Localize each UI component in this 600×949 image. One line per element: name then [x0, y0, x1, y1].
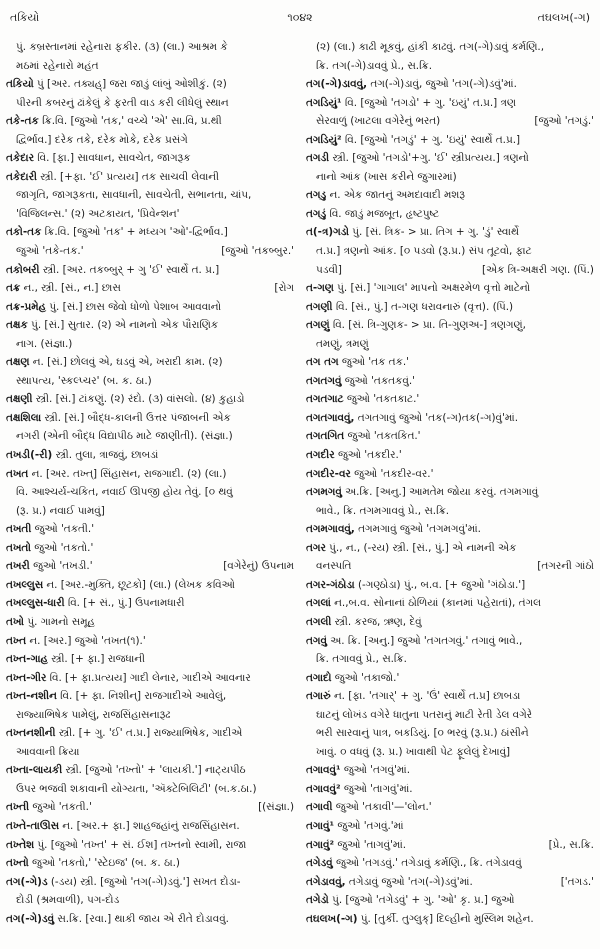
- continuation-line: [306, 261, 594, 280]
- headword: તગાવી: [306, 801, 333, 814]
- headword: તકિયો: [6, 78, 34, 91]
- definition-text: દોડી (શ્રમવાળી), પગ-દોડ: [16, 894, 120, 907]
- carryover-fragment: [એક ત્રિ-અક્ષરી ગણ. (પિં.): [481, 263, 594, 276]
- headword: તગલાં: [306, 597, 331, 610]
- definition-text: પીરની કબરનું ઢાંકેલું કે ફરતી વાડ કરી લીધેલું સ્થાન: [16, 96, 229, 109]
- headword: તગેડવું: [306, 857, 333, 870]
- headword: તક્ષશિલા: [6, 411, 42, 424]
- headword: તગડિયું¹: [306, 96, 342, 109]
- definition-text: (રૂ. પ્ર.) નવાઈ પામવું]: [16, 504, 105, 517]
- left-column: [6, 38, 294, 928]
- headword: તક્ષણ: [6, 356, 30, 369]
- dictionary-entry-line: [6, 576, 294, 595]
- definition-text: ખાવું. ૦ વધવું (રૂ. પ્ર.) ખાવાથી પેટ ફૂલેલું દેખાવું]: [316, 745, 511, 758]
- headword: તખ્તે-તાઊસ: [6, 819, 59, 832]
- definition-text: તગતગાવું જુઓ 'તક(-ગ)તક(-ગ)વું'માં.: [354, 411, 519, 424]
- definition-text: પું. [તુર્કી. તુગ્લુક્] દિલ્હીનો મુસ્લિમ શહેન.: [357, 912, 534, 925]
- dictionary-entry-line: [306, 353, 594, 372]
- dictionary-entry-line: [306, 427, 594, 446]
- definition-text: પું [અર. તક્યહ્] જરા જાડું લાંબું ઓશીકું. (૨): [33, 78, 227, 91]
- dictionary-entry-line: [306, 279, 594, 298]
- headword: તગાવું²: [306, 838, 335, 851]
- dictionary-entry-line: [306, 409, 594, 428]
- definition-text: જુઓ 'તકતકિત.': [344, 430, 421, 443]
- definition-text: વનસ્પતિ: [316, 560, 352, 573]
- definition-text: પું. ગામનો સમૂહ: [24, 615, 95, 628]
- continuation-line: [6, 427, 294, 446]
- definition-text: અ. ક્રિ. [અનુ.] જુઓ 'તગતગવું.' તગાવું ભાવે.,: [326, 634, 523, 647]
- headword: તગદીર-વર: [306, 467, 351, 480]
- headword: તગવું: [306, 634, 327, 647]
- definition-text: ક્રિ.વિ. [જુઓ 'તક' + મધ્યગ 'ઓ'-દ્વિર્ભાવ.]: [41, 226, 228, 239]
- definition-text: ક્રિ. તગ(-ગે)ડાવવું પ્રે., સ.ક્રિ.: [316, 59, 433, 72]
- continuation-line: [6, 186, 294, 205]
- continuation-line: [306, 557, 594, 576]
- definition-text: (-ગણ્ઠોડા) પું., બ.વ. [+ જુઓ 'ગંઠોડા.']: [354, 578, 526, 591]
- continuation-line: [6, 94, 294, 113]
- dictionary-entry-line: [6, 446, 294, 465]
- definition-text: જુઓ 'તગવું.'માં: [334, 819, 404, 832]
- headword: તખ્તેશ: [6, 838, 35, 851]
- dictionary-entry-line: [6, 279, 294, 298]
- dictionary-entry-line: [306, 316, 594, 335]
- definition-text: સ્ત્રી. [જુઓ 'તખ્તો' + 'લાયકી.'] નાટ્યપીઠ: [62, 764, 246, 777]
- definition-text: અ.ક્રિ. [અનુ.] આમતેમ જોયા કરવું. તગમગાવું: [341, 486, 539, 499]
- headword: ત-ગણ: [306, 282, 334, 295]
- dictionary-entry-line: [306, 687, 594, 706]
- definition-text: સેરવાળું (ખાટલા વગેરેનું ભરત): [316, 115, 441, 128]
- headword: તખ્ત-નશીન: [6, 690, 57, 703]
- definition-text: ન., સ્ત્રી. [સં., ન.] છાસ: [20, 282, 121, 295]
- headword: તગતગવું: [306, 374, 342, 387]
- definition-text: વિ. [+ સં., પું.] ઉપનામધારી: [64, 597, 185, 610]
- right-column: [306, 38, 594, 928]
- carryover-fragment: [જુઓ 'તકબ્બુર.': [221, 245, 294, 258]
- definition-text: જુઓ 'તખડી.': [29, 560, 93, 573]
- continuation-line: [6, 743, 294, 762]
- dictionary-entry-line: [6, 168, 294, 187]
- continuation-line: [306, 724, 594, 743]
- dictionary-entry-line: [306, 854, 594, 873]
- headword: તગમગાવવું,: [306, 523, 355, 536]
- continuation-line: [306, 502, 594, 521]
- continuation-line: [6, 483, 294, 502]
- headword: તઘલખ(-ગ): [306, 912, 358, 925]
- headword: તગ(-ગે)ડવું: [6, 912, 55, 925]
- dictionary-entry-line: [6, 112, 294, 131]
- definition-text: જુઓ 'તકતો.': [30, 541, 94, 554]
- continuation-line: [306, 743, 594, 762]
- definition-text: પું. [સં. ત્રિક- > પ્રા. તિગ + ગુ. 'ડું' સ્વાર્થે: [348, 226, 519, 239]
- dictionary-entry-line: [306, 298, 594, 317]
- headword: તખડી(-રી): [6, 449, 53, 462]
- definition-text: તમણું, ત્રમણું: [316, 337, 369, 350]
- definition-text: પું. [સં.] 'ગાગાલ' માપનો અક્ષરમેળ વૃત્તો માટેનો: [333, 282, 531, 295]
- dictionary-entry-line: [306, 576, 594, 595]
- dictionary-entry-line: [6, 223, 294, 242]
- continuation-line: [6, 205, 294, 224]
- definition-text: વિ. [જુઓ 'તગડું' + ગુ. 'ઇયું' સ્વાર્થે ત.પ્ર.]: [341, 133, 521, 146]
- headword: તખ્ત-ગાહ: [6, 653, 48, 666]
- definition-text: જુઓ 'તકતકાટ.': [343, 393, 420, 406]
- dictionary-entry-line: [6, 836, 294, 855]
- dictionary-entry-line: [306, 798, 594, 817]
- dictionary-entry-line: [6, 798, 294, 817]
- definition-text: જુઓ 'તકતો,' 'સ્ટેઇજ' (બ. ક. ઠા.): [28, 857, 180, 870]
- headword: તક્ર-પ્રમેહ: [6, 300, 47, 313]
- dictionary-entry-line: [306, 131, 594, 150]
- definition-text: ભાવે., ક્રિ. તગમગાવવું પ્રે., સ.ક્રિ.: [316, 504, 450, 517]
- dictionary-entry-line: [306, 94, 594, 113]
- continuation-line: [306, 335, 594, 354]
- carryover-fragment: ['તગડ.': [560, 875, 594, 888]
- definition-text: ક્રિ.વિ. [જુઓ 'તક,' વચ્ચે 'એ' સા.વિ, પ્ર.થી: [38, 115, 222, 128]
- continuation-line: [6, 335, 294, 354]
- carryover-fragment: [જુઓ 'તગડું.': [534, 115, 594, 128]
- headword: તક્ર: [6, 282, 21, 295]
- definition-text: જુઓ 'તકદીર.': [334, 449, 402, 462]
- definition-text: (૨) (લા.) કાઢી મૂકવું, હાંકી કાઢવું. તગ(-ગે)ડાવું કર્મણિ.,: [316, 41, 544, 53]
- continuation-line: [306, 706, 594, 725]
- headword: તગાદો: [306, 671, 332, 684]
- dictionary-entry-line: [6, 873, 294, 892]
- dictionary-entry-line: [306, 891, 594, 910]
- dictionary-entry-line: [6, 353, 294, 372]
- dictionary-entry-line: [6, 390, 294, 409]
- dictionary-entry-line: [306, 539, 594, 558]
- definition-text: સ્ત્રી. [+ ફા.] રાજધાની: [47, 653, 145, 666]
- headword: તખતી: [6, 523, 32, 536]
- headword: તગડી: [306, 152, 330, 165]
- carryover-fragment: [(સંજ્ઞા.): [258, 801, 294, 814]
- headword: તખ્ત-ગીર: [6, 671, 47, 684]
- definition-text: ન. [ફા. 'તગાર્' + ગુ. 'ઉં' સ્વાર્થે ત.પ્ર] છાબડા: [330, 690, 521, 703]
- dictionary-entry-line: [6, 539, 294, 558]
- headword: તખ્તો: [6, 857, 29, 870]
- headword: તકોબરી: [6, 263, 40, 276]
- continuation-line: [306, 168, 594, 187]
- definition-text: રાજ્યાભિષેક પામેલું, રાજસિંહાસનારૂઢ: [16, 708, 171, 721]
- dictionary-entry-line: [6, 910, 294, 929]
- dictionary-entry-line: [306, 873, 594, 892]
- headword: તગ(-ગે)ડાવવું,: [306, 78, 368, 91]
- definition-text: તગમગાવું જુઓ 'તગમગવું'માં.: [354, 523, 481, 536]
- definition-text: નાનો આંક (ખાસ કરીને જુગારમાં): [316, 170, 457, 183]
- headword: તગ(-ગે)ડ: [6, 875, 48, 888]
- definition-text: ભરી સારવાનું પાત્ર, બકડિયું. [૦ ભરવું (રૂ.પ્ર.) ઠાંસીને: [316, 727, 529, 740]
- dictionary-entry-line: [306, 669, 594, 688]
- definition-text: ન. [અર. તખ્ત્] સિંહાસન, રાજગાદી. (૨) (લા.): [28, 467, 227, 480]
- carryover-fragment: [રોગ: [274, 282, 294, 295]
- headword: તખરી: [6, 560, 30, 573]
- definition-text: સ્ત્રી. [+ફા. 'ઈ' પ્રત્યય] તક સાચવી લેવાની: [36, 170, 220, 183]
- carryover-fragment: [તગરની ગાંઠો: [537, 560, 594, 573]
- page-header: [10, 8, 590, 28]
- continuation-line: [6, 372, 294, 391]
- dictionary-entry-line: [306, 372, 594, 391]
- continuation-line: [6, 131, 294, 150]
- dictionary-entry-line: [6, 465, 294, 484]
- definition-text: ન. [અર.+ ફા.] શાહજહાંનું રાજસિંહાસન.: [59, 819, 240, 832]
- definition-text: પું. [જુઓ 'તખ્ત' + સં. ઈશ] તખ્તનો સ્વામી, રાજા: [34, 838, 247, 851]
- dictionary-entry-line: [6, 687, 294, 706]
- dictionary-entry-line: [6, 149, 294, 168]
- definition-text: (-ડય) સ્ત્રી. [જુઓ 'તગ(-ગે)ડવું.'] સખત દોડા-: [47, 875, 241, 888]
- definition-text: ન.,બ.વ. સોનાનાં ઠોળિયાં (કાનમાં પહેરાતાં), તંગલ: [330, 597, 541, 610]
- dictionary-entry-line: [306, 483, 594, 502]
- continuation-line: [306, 57, 594, 76]
- dictionary-entry-line: [306, 632, 594, 651]
- headword: તગતગિત: [306, 430, 345, 443]
- page-number: ૧૦૪૨: [287, 11, 313, 24]
- definition-text: જુઓ 'તકદીર-વર.': [350, 467, 434, 480]
- dictionary-entry-line: [306, 594, 594, 613]
- definition-text: વિ. આશ્ચર્ય-ચકિત, નવાઈ ઊપજી હોય તેવું. [૦ થવું: [16, 486, 233, 499]
- headword: તખત: [6, 467, 29, 480]
- dictionary-entry-line: [6, 854, 294, 873]
- definition-text: સ.ક્રિ. [રવા.] થાકી જાય એ રીતે દોડાવવું.: [54, 912, 229, 925]
- dictionary-entry-line: [6, 75, 294, 94]
- headword: તગેડો: [306, 894, 329, 907]
- headword: તખ્તનશીની: [6, 727, 56, 740]
- dictionary-entry-line: [6, 261, 294, 280]
- dictionary-entry-line: [306, 817, 594, 836]
- dictionary-entry-line: [6, 557, 294, 576]
- headword: તગતગાવવું,: [306, 411, 355, 424]
- definition-text: સ્ત્રી. [સં.] બૌદ્ધ-કાલની ઉત્તર પંજાબની એક: [41, 411, 231, 424]
- headword: તગાવવું¹: [306, 764, 341, 777]
- continuation-line: [6, 891, 294, 910]
- dictionary-entry-line: [6, 817, 294, 836]
- definition-text: 'વિજિલન્સ.' (૨) અટકાયત, 'પ્રિવેન્શન': [16, 207, 180, 220]
- definition-text: દ્વિર્ભાવ.] દરેક તકે, દરેક મોકે, દરેક પ્રસંગે: [16, 133, 188, 146]
- dictionary-entry-line: [306, 390, 594, 409]
- dictionary-entry-line: [306, 465, 594, 484]
- definition-text: જુઓ 'તગવું'માં.: [340, 764, 411, 777]
- definition-text: પું. [સં.] છાસ જેવો ધોળો પેશાબ આવવાનો: [46, 300, 222, 313]
- headword: તખતો: [6, 541, 31, 554]
- dictionary-entry-line: [306, 910, 594, 929]
- continuation-line: [306, 242, 594, 261]
- definition-text: પું. કબ્રસ્તાનમાં રહેનારા ફકીર. (૩) (લા.) આશ્રમ કે: [16, 41, 228, 53]
- headword: તગેડાવવું,: [306, 875, 346, 888]
- definition-text: ક્રિ. તગાવવું પ્રે., સ.ક્રિ.: [316, 653, 407, 666]
- carryover-fragment: [પ્રે., સ.ક્રિ.: [548, 838, 594, 851]
- definition-text: વિ. જાડું મજબૂત, હૃષ્ટપુષ્ટ: [326, 207, 440, 220]
- dictionary-entry-line: [306, 761, 594, 780]
- headword: તખ્તા-લાયકી: [6, 764, 63, 777]
- headword: તગલી: [306, 615, 332, 628]
- headword: તખ્તી: [6, 801, 30, 814]
- definition-text: સ્ત્રી. [+ ગુ. 'ઈ' ત.પ્ર.] રાજ્યાભિષેક, ગાદીએ: [55, 727, 243, 740]
- right-guide-word: તઘલખ(-ગ): [537, 11, 590, 24]
- definition-text: વિ. [જુઓ 'તગડો' + ગુ. 'ઇયું' ત.પ્ર.] ત્રણ: [341, 96, 516, 109]
- headword: તખ્ત: [6, 634, 27, 647]
- definition-text: ન. [સં.] છોલવું એ, ઘડવું એ, ખરાદી કામ. (૨): [29, 356, 223, 369]
- dictionary-entry-line: [306, 446, 594, 465]
- headword: તગડું: [306, 207, 327, 220]
- dictionary-entry-line: [306, 520, 594, 539]
- definition-text: જુઓ 'તગડવું.' તગેડાવું કર્મણિ., ક્રિ. તગેડાવવું: [332, 857, 522, 870]
- continuation-line: [306, 112, 594, 131]
- definition-text: પડવી]: [316, 263, 342, 276]
- headword: તખો: [6, 615, 25, 628]
- headword: ત(-ત્ર)ગડો: [306, 226, 349, 239]
- continuation-line: [6, 780, 294, 799]
- headword: તગણું: [306, 319, 330, 332]
- carryover-fragment: [વગેરેનું) ઉપનામ: [223, 560, 294, 573]
- dictionary-entry-line: [306, 613, 594, 632]
- dictionary-entry-line: [306, 149, 594, 168]
- dictionary-entry-line: [6, 594, 294, 613]
- definition-text: જુઓ 'તાગવું'માં.: [340, 782, 413, 795]
- dictionary-entry-line: [6, 520, 294, 539]
- dictionary-entry-line: [6, 724, 294, 743]
- headword: તકેદાર: [6, 152, 34, 165]
- headword: તક્ષક: [6, 319, 28, 332]
- definition-text: વિ. [ફા.] સાવધાન, સાવચેત, જાગરૂક: [33, 152, 191, 165]
- dictionary-entry-line: [306, 780, 594, 799]
- headword: તકેદારી: [6, 170, 37, 183]
- headword: તગડુ: [306, 189, 327, 202]
- left-guide-word: તકિયો: [10, 11, 40, 24]
- dictionary-entry-line: [6, 316, 294, 335]
- definition-text: જુઓ 'તકે-તક.': [16, 245, 84, 258]
- continuation-line: [306, 38, 594, 57]
- definition-text: મઠમાં રહેનારો મહંત: [16, 59, 99, 72]
- headword: તકો-તક: [6, 226, 42, 239]
- dictionary-entry-line: [6, 650, 294, 669]
- definition-text: તગ(-ગે)ડાવું, જુઓ 'તગ(-ગે)ડવું'માં.: [367, 78, 517, 91]
- definition-text: ત.પ્ર.] ત્રણનો આંક. [૦ પડવો (રૂ.પ્ર.) સંપ તૂટવો, ફાટ: [316, 245, 532, 258]
- definition-text: જુઓ 'તાગવું'માં.: [334, 838, 407, 851]
- definition-text: નાગ. (સંજ્ઞા.): [16, 337, 73, 350]
- definition-text: જુઓ 'તકાવી'—'લોન.': [332, 801, 432, 814]
- headword: તગાવું¹: [306, 819, 335, 832]
- headword: તગતગાટ: [306, 393, 344, 406]
- dictionary-entry-line: [6, 761, 294, 780]
- definition-text: જુઓ 'તકતી.': [29, 801, 92, 814]
- headword: તગડિયું²: [306, 133, 342, 146]
- definition-text: વિ. [સં., પું.] ત-ગણ ધરાવનારું (વૃત્ત). (પિં.): [332, 300, 514, 313]
- definition-text: સ્થાપત્ય, 'સ્કલ્પ્ચર' (બ. ક. ઠા.): [16, 374, 152, 387]
- dictionary-entry-line: [6, 298, 294, 317]
- definition-text: જાગૃતિ, જાગરૂકતા, સાવધાની, સાવચેતી, સભાનતા, ચાંપ,: [16, 189, 252, 202]
- definition-text: સ્ત્રી. [સં.] ટાંકણું. (૨) રંદો. (૩) વાંસલો. (૪) કુહાડો: [32, 393, 245, 406]
- definition-text: વિ. [સં. ત્રિ-ગુણક- > પ્રા. તિ-ગુણઅ-] ત્રણગણું,: [329, 319, 526, 332]
- dictionary-entry-line: [6, 669, 294, 688]
- dictionary-entry-line: [6, 632, 294, 651]
- headword: તગારું: [306, 690, 331, 703]
- headword: તગ તગ: [306, 356, 339, 369]
- definition-text: પું. [સં.] સુતાર. (૨) એ નામનો એક પૌરાણિક: [27, 319, 219, 332]
- continuation-line: [6, 242, 294, 261]
- definition-text: ઘાટનું લોખંડ વગેરે ધાતુના પતરાનું માટી રેતી ડેલ વગેરે: [316, 708, 533, 721]
- definition-text: જુઓ 'તકતી.': [31, 523, 95, 536]
- definition-text: સ્ત્રી. [જુઓ 'તગડો'+ગુ. 'ઈ' સ્ત્રીપ્રત્યય.] ત્રણનો: [329, 152, 529, 165]
- headword: તગર: [306, 541, 326, 554]
- headword: તખલ્લુસ: [6, 578, 44, 591]
- headword: તગદીર: [306, 449, 335, 462]
- continuation-line: [6, 706, 294, 725]
- definition-text: વિ. [+ ફા.પ્રત્યય] ગાદી લેનાર, ગાદીએ આવનાર: [46, 671, 251, 684]
- headword: તકે-તક: [6, 115, 39, 128]
- definition-text: પું., ન., (-રય) સ્ત્રી. [સં., પું.] એ નામની એક: [325, 541, 517, 554]
- headword: તગર-ગંઠોડા: [306, 578, 355, 591]
- definition-text: જુઓ 'તકાજો.': [331, 671, 400, 684]
- dictionary-entry-line: [306, 223, 594, 242]
- definition-text: તગેડાવું જુઓ 'તગ(-ગે)ડવું'માં.: [345, 875, 473, 888]
- dictionary-entry-line: [6, 409, 294, 428]
- definition-text: સ્ત્રી. [અર. તકબ્બુર્ + ગુ 'ઈ' સ્વાર્થે ત. પ્ર.]: [39, 263, 220, 276]
- headword: તગમગવું: [306, 486, 342, 499]
- dictionary-entry-line: [306, 836, 594, 855]
- dictionary-entry-line: [306, 205, 594, 224]
- definition-text: આવવાની ક્રિયા: [16, 745, 80, 758]
- definition-text: સ્ત્રી. કરજ, ઋણ, દેવું: [331, 615, 422, 628]
- definition-text: ન. [અર.] જુઓ 'તખત(૧).': [26, 634, 146, 647]
- continuation-line: [6, 57, 294, 76]
- continuation-line: [306, 650, 594, 669]
- definition-text: પું. [જુઓ 'તગેડવું' + ગુ. 'ઓ' કૃ. પ્ર.] જુઓ: [328, 894, 515, 907]
- dictionary-entry-line: [306, 75, 594, 94]
- continuation-line: [6, 502, 294, 521]
- definition-text: સ્ત્રી. તુલા, ત્રાજવું, છાબડાં: [52, 449, 159, 462]
- definition-text: ન. [અર.-મુક્તિ, છૂટકો] (લા.) (લેખક કવિઓ: [43, 578, 235, 591]
- dictionary-entry-line: [6, 613, 294, 632]
- definition-text: ઉપર ભજવી શકાવાની યોગ્યતા, 'ઍક્ટેબિલિટી' (બ.ક.ઠા.): [16, 782, 257, 795]
- headword: તગાવવું²: [306, 782, 341, 795]
- definition-text: જુઓ 'તકતકવું.': [341, 374, 416, 387]
- definition-text: વિ. [+ ફા. નિશીન્] રાજગાદીએ આવેલું,: [56, 690, 227, 703]
- headword: તગણી: [306, 300, 333, 313]
- dictionary-entry-line: [306, 186, 594, 205]
- headword: તખલ્લુસ-ધારી: [6, 597, 65, 610]
- definition-text: નગરી (એની બૌદ્ધ વિદ્યાપીઠ માટે જાણીતી). (સંજ્ઞા.): [16, 430, 233, 443]
- definition-text: જુઓ 'તક તક.': [338, 356, 409, 369]
- definition-text: ન. એક જાતનું અમદાવાદી મશરૂ: [326, 189, 465, 202]
- continuation-line: [6, 38, 294, 57]
- headword: તક્ષણી: [6, 393, 33, 406]
